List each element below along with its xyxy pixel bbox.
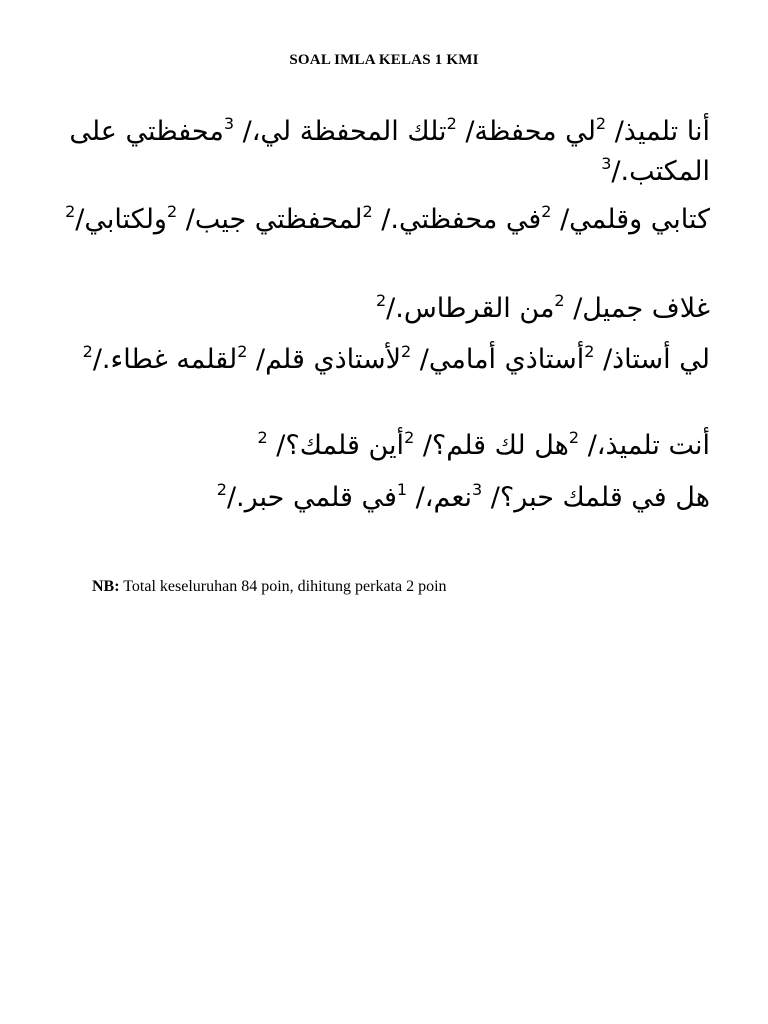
point-marker: 2 [404, 428, 415, 447]
point-marker: 2 [401, 342, 412, 361]
dictation-paragraph-2 [35, 200, 710, 240]
dictation-text: ولكتابي/ [75, 204, 167, 235]
dictation-text: تلك المحفظة لي،/ [234, 116, 447, 147]
point-marker: 3 [223, 114, 235, 133]
dictation-paragraph-3 [35, 289, 710, 329]
point-marker: 2 [446, 114, 457, 133]
dictation-text: في محفظتي./ [372, 204, 542, 235]
dictation-text: أنا تلميذ/ [606, 116, 710, 147]
footnote-label: NB: [92, 578, 120, 595]
dictation-text: أنت تلميذ،/ [579, 430, 710, 461]
point-marker: 2 [541, 202, 552, 221]
point-marker: 2 [82, 342, 93, 361]
dictation-text: لي أستاذ/ [594, 344, 710, 375]
point-marker: 2 [362, 202, 373, 221]
point-marker: 3 [601, 154, 612, 173]
point-marker: 3 [472, 480, 483, 499]
point-marker: 2 [554, 291, 565, 310]
dictation-text: لأستاذي قلم/ [247, 344, 402, 375]
point-marker: 2 [216, 480, 227, 499]
dictation-text: أستاذي أمامي/ [411, 344, 585, 375]
dictation-paragraph-5 [35, 426, 710, 466]
dictation-text: هل في قلمك حبر؟/ [482, 482, 710, 513]
point-marker: 2 [568, 428, 580, 447]
point-marker: 2 [584, 342, 595, 361]
footnote [92, 578, 447, 596]
dictation-paragraph-6 [35, 478, 710, 518]
point-marker: 2 [166, 202, 178, 221]
point-marker: 2 [237, 342, 248, 361]
dictation-text: أين قلمك؟/ [267, 430, 405, 461]
dictation-paragraph-1 [35, 112, 710, 192]
point-marker: 1 [396, 480, 408, 499]
dictation-text: كتابي وقلمي/ [551, 204, 710, 235]
document-title: SOAL IMLA KELAS 1 KMI [289, 52, 479, 68]
dictation-text: محفظتي على المكتب./ [69, 116, 710, 187]
dictation-text: من القرطاس./ [386, 293, 555, 324]
dictation-text: لمحفظتي جيب/ [177, 204, 363, 235]
point-marker: 2 [375, 291, 387, 310]
dictation-text: لقلمه غطاء./ [92, 344, 238, 375]
dictation-text: غلاف جميل/ [564, 293, 710, 324]
dictation-text: لي محفظة/ [456, 116, 596, 147]
dictation-text: هل لك قلم؟/ [414, 430, 569, 461]
point-marker: 2 [65, 202, 76, 221]
dictation-text: في قلمي حبر./ [226, 482, 397, 513]
footnote-text: Total keseluruhan 84 poin, dihitung perkata 2 poin [119, 578, 447, 595]
point-marker: 2 [595, 114, 607, 133]
dictation-paragraph-4 [35, 340, 710, 380]
dictation-text: نعم،/ [407, 482, 472, 513]
point-marker: 2 [257, 428, 268, 447]
